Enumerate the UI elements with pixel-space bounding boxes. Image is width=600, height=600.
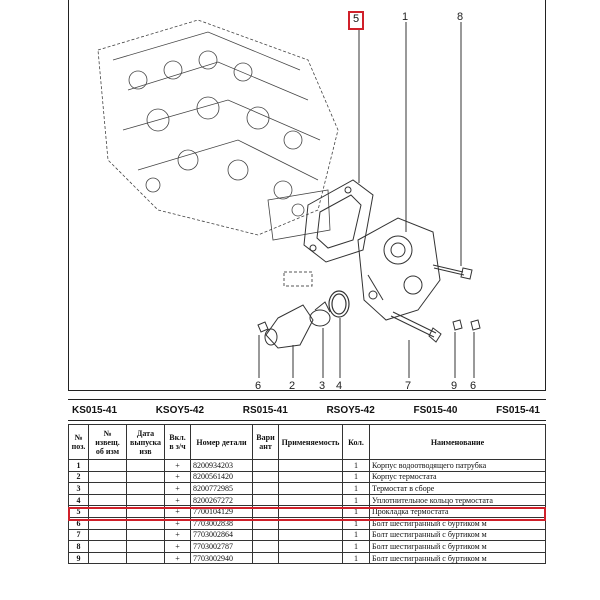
callout-label-bottom: 3: [319, 380, 326, 391]
model-code: RS015-41: [242, 404, 288, 416]
cell-name: Корпус водоотводящего патрубка: [370, 460, 546, 472]
cell-pos: 5: [69, 506, 89, 518]
cell-incl: +: [165, 460, 191, 472]
callouts: [255, 11, 476, 391]
model-code: RSOY5-42: [326, 404, 375, 416]
table-row[interactable]: [69, 471, 546, 483]
cell-incl: +: [165, 529, 191, 541]
thermostat-housing-drawing: [265, 305, 313, 348]
col-header-incl: Вкл. в з/ч: [165, 425, 191, 460]
table-header-row: [69, 425, 546, 460]
cell-incl: +: [165, 517, 191, 529]
cell-name: Болт шестигранный с буртиком м: [370, 517, 546, 529]
cell-name: Прокладка термостата: [370, 506, 546, 518]
cell-pos: 6: [69, 517, 89, 529]
cell-qty: 1: [343, 541, 370, 553]
cell-pos: 9: [69, 552, 89, 564]
cell-name: Болт шестигранный с буртиком м: [370, 529, 546, 541]
cell-incl: +: [165, 541, 191, 553]
cell-pos: 2: [69, 471, 89, 483]
col-header-notice: № извещ. об изм: [89, 425, 127, 460]
model-code: FS015-40: [413, 404, 458, 416]
cell-part-no: 7703002940: [191, 552, 253, 564]
model-code: FS015-41: [496, 404, 540, 416]
callout-label-bottom: 6: [470, 380, 477, 391]
cell-qty: 1: [343, 483, 370, 495]
cell-part-no: 8200561420: [191, 471, 253, 483]
thermostat-drawing: [310, 302, 330, 326]
callout-label-5: 5: [352, 13, 360, 25]
water-outlet-housing-drawing: [358, 218, 440, 320]
cell-pos: 1: [69, 460, 89, 472]
callout-label-8: 8: [457, 11, 464, 23]
cell-name: Болт шестигранный с буртиком м: [370, 541, 546, 553]
cell-incl: +: [165, 483, 191, 495]
table-row[interactable]: [69, 529, 546, 541]
cell-qty: 1: [343, 506, 370, 518]
cell-part-no: 7703002787: [191, 541, 253, 553]
parts-table: [68, 424, 546, 564]
col-header-date: Дата выпуска изв: [127, 425, 165, 460]
cell-qty: 1: [343, 517, 370, 529]
callout-label-bottom: 6: [255, 380, 262, 391]
model-codes-row: [68, 399, 546, 421]
col-header-part-no: Номер детали: [191, 425, 253, 460]
callout-label-bottom: 4: [336, 380, 343, 391]
cell-name: Корпус термостата: [370, 471, 546, 483]
cell-part-no: 7703002864: [191, 529, 253, 541]
col-header-variant: Вари ант: [253, 425, 279, 460]
cell-incl: +: [165, 471, 191, 483]
cell-qty: 1: [343, 529, 370, 541]
table-row[interactable]: [69, 552, 546, 564]
exploded-parts-diagram: [68, 0, 546, 391]
cell-incl: +: [165, 506, 191, 518]
cell-part-no: 7703002838: [191, 517, 253, 529]
o-ring-drawing: [329, 291, 349, 317]
cell-name: Термостат в сборе: [370, 483, 546, 495]
cell-qty: 1: [343, 552, 370, 564]
cell-qty: 1: [343, 471, 370, 483]
table-row[interactable]: [69, 541, 546, 553]
cell-name: Уплотнительное кольцо термостата: [370, 494, 546, 506]
model-code: KSOY5-42: [155, 404, 205, 416]
table-row-highlighted[interactable]: [69, 506, 546, 518]
col-header-name: Наименование: [370, 425, 546, 460]
col-header-applicability: Применяемость: [279, 425, 343, 460]
callout-label-bottom: 7: [405, 380, 412, 391]
table-row[interactable]: [69, 494, 546, 506]
cell-part-no: 8200772985: [191, 483, 253, 495]
table-row[interactable]: [69, 517, 546, 529]
cell-pos: 7: [69, 529, 89, 541]
callout-label-bottom: 9: [451, 380, 458, 391]
cell-name: Болт шестигранный с буртиком м: [370, 552, 546, 564]
model-code: KS015-41: [72, 404, 118, 416]
callout-label-bottom: 2: [289, 380, 296, 391]
cell-pos: 3: [69, 483, 89, 495]
dashed-connector-outline: [284, 272, 312, 286]
cell-part-no: 8200267272: [191, 494, 253, 506]
cell-qty: 1: [343, 494, 370, 506]
cell-qty: 1: [343, 460, 370, 472]
table-row[interactable]: [69, 483, 546, 495]
col-header-qty: Кол.: [343, 425, 370, 460]
cell-incl: +: [165, 494, 191, 506]
cell-pos: 4: [69, 494, 89, 506]
col-header-pos: № поз.: [69, 425, 89, 460]
cell-part-no: 8200934203: [191, 460, 253, 472]
table-row[interactable]: [69, 460, 546, 472]
cell-pos: 8: [69, 541, 89, 553]
callout-label-1: 1: [402, 11, 409, 23]
cylinder-head-drawing: [98, 20, 338, 240]
cell-incl: +: [165, 552, 191, 564]
cell-part-no: 7700104129: [191, 506, 253, 518]
